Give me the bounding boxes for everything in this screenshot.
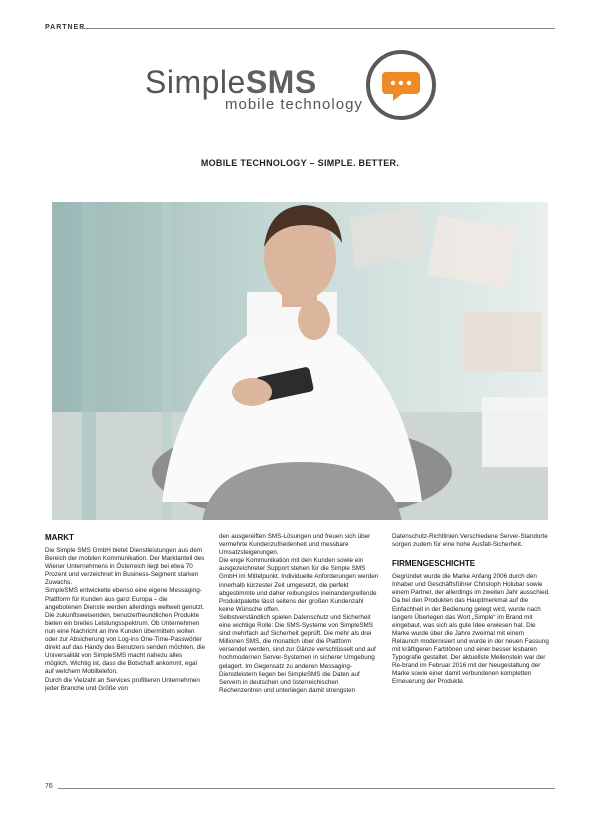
paragraph: Selbstverständlich spielen Datenschutz und Sicherheit eine wichtige Rolle: Die SMS-Systeme von SimpleSMS sind mehrfach auf Sicherheit geprüft. Die mehr als drei Millionen SMS, die monatlich über die Plattform versendet werden, sind zur Gänze verschlüsselt und auf hochmodernen Server-Systemen in sicherer Umgebung gelagert. Im Gegensatz zu anderen Messaging-Dienstleistern liegen bei SimpleSMS die Daten auf Servern in deutschen und österreichischen Rechenzentren und unterliegen damit strengsten bbox=[219, 613, 376, 694]
paragraph: SimpleSMS entwickelte ebenso eine eigene Messaging-Plattform für Kunden aus ganz Europa – die angebotenen Dienste werden allerdings weltweit genutzt. bbox=[45, 587, 205, 611]
article-column-3 bbox=[392, 533, 552, 687]
page-tagline: MOBILE TECHNOLOGY – SIMPLE. BETTER. bbox=[200, 158, 400, 168]
hero-photo bbox=[52, 202, 548, 520]
paragraph: Die Simple SMS GmbH bietet Dienstleistungen aus dem Bereich der mobilen Kommunikation. Der Marktanteil des Wiener Unternehmens in Österreich liegt bei etwa 70 Prozent und verzeichnet im Business-Segment starken Zuwachs. bbox=[45, 547, 205, 587]
paragraph: Gegründet wurde die Marke Anfang 2006 durch den Inhaber und Geschäftsführer Christoph Holubar sowie einem Partner, der allerdings im zweiten Jahr ausschied. bbox=[392, 573, 550, 597]
paragraph: den ausgereiften SMS-Lösungen und freuen sich über vermehrte Kundenzufriedenheit und messbare Umsatzsteigerungen. bbox=[219, 533, 371, 557]
page-number: 76 bbox=[45, 783, 53, 790]
footer-divider bbox=[58, 788, 555, 789]
paragraph: Durch die Vielzahl an Services profitieren Unternehmen jeder Branche und Größe von bbox=[45, 676, 200, 692]
article-column-1 bbox=[45, 533, 205, 693]
section-heading-markt: MARKT bbox=[45, 533, 74, 542]
article-column-2 bbox=[219, 533, 379, 695]
header-section-label: PARTNER bbox=[45, 24, 86, 31]
logo-brand-simple: Simple bbox=[145, 64, 246, 100]
logo-brand-sms: SMS bbox=[245, 64, 317, 100]
logo-subtitle: mobile technology bbox=[225, 96, 363, 113]
paragraph: Die zukunftsweisenden, benutzerfreundlichen Produkte bieten ein breites Leistungsspektrum. Ob Unternehmen nun eine Nachricht an ihre Kunden übermitteln wollen oder zur Absicherung von Log-ins One-Time-Passwörter direkt auf das Handy des Benutzers senden möchten, die Universalität von SimpleSMS macht nahezu alles möglich. Wichtig ist, dass die Botschaft ankommt, egal auf welchem Mobiltelefon. bbox=[45, 611, 205, 676]
chat-bubble-icon bbox=[366, 50, 436, 120]
paragraph: Da bei den Produkten das Hauptmerkmal auf die Einfachheit in der Bedienung gelegt wird, wurde nach langem Überlegen das Wort „Simple“ im Brand mit eingebaut, was sich als gute Idee erwiesen hat. Die Marke wurde über die Jahre zweimal mit einem Relaunch modernisiert und wurde in der neuen Fassung mit kräftigeren Farbtönen und einer besser lesbaren Typografie gestaltet. Der aktuellste Meilenstein war der Re-brand im Februar 2016 mit der Neugestaltung der Marke sowie einer damit verbundenen kompletten Erneuerung der Produkte. bbox=[392, 597, 549, 686]
paragraph: Datenschutz-Richtlinien.Verschiedene Server-Standorte sorgen zudem für eine hohe Ausfall-Sicherheit. bbox=[392, 533, 548, 549]
section-heading-firmengeschichte: FIRMENGESCHICHTE bbox=[392, 559, 476, 569]
paragraph: Die enge Kommunikation mit den Kunden sowie ein ausgezeichneter Support stehen für die Simple SMS GmbH im Mittelpunkt. Individuelle Anforderungen werden innerhalb kürzester Zeit umgesetzt, die perfekt abgestimmte und daher reibungslos ineinandergreifende Produktpalette lässt seitens der großen Kundenzahl keine Wünsche offen. bbox=[219, 557, 379, 613]
brand-logo bbox=[145, 64, 363, 116]
header-divider bbox=[80, 28, 555, 29]
